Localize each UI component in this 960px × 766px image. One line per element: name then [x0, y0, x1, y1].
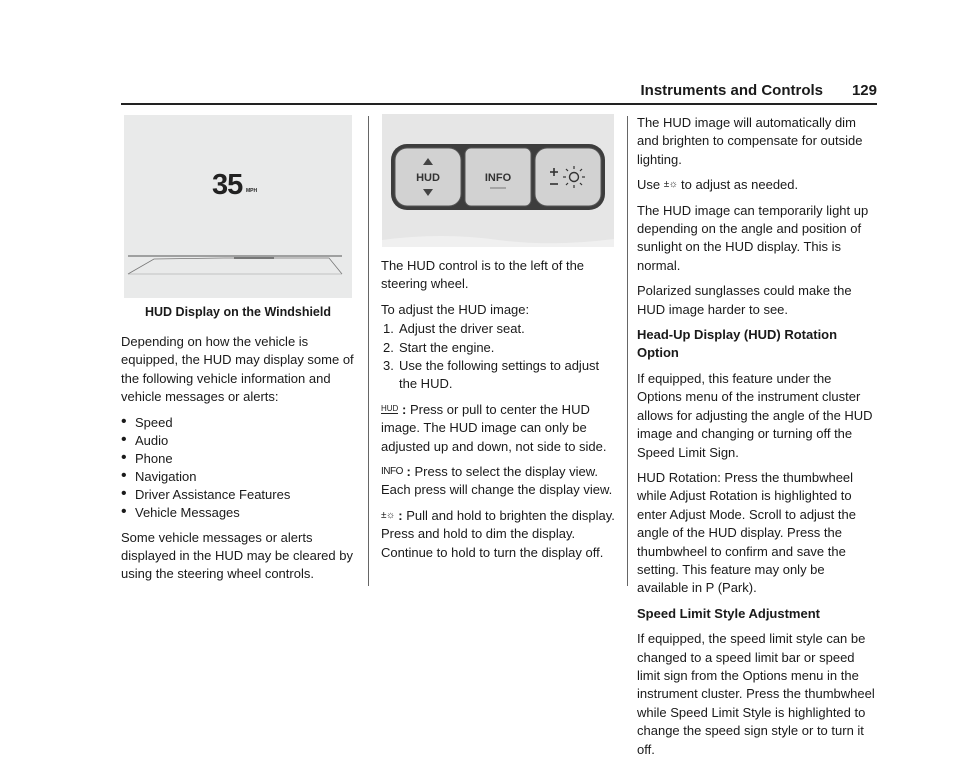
list-item: • Vehicle Messages — [121, 504, 357, 522]
adjust-intro: To adjust the HUD image: — [381, 301, 530, 317]
hud-button-label: HUD — [416, 172, 440, 184]
adjust-steps — [381, 320, 617, 394]
figure-caption: HUD Display on the Windshield — [144, 305, 331, 319]
brightness-icon: ±☼ — [381, 509, 395, 521]
list-item: 3. Use the following settings to adjust the HUD. — [383, 358, 600, 392]
list-item: • Audio — [121, 432, 357, 450]
speed-limit-paragraph: If equipped, the speed limit style can be changed to a speed limit bar or speed limit sign from the Options menu in the instrument cluster. Press the thumbwheel while Speed Limit Style is highlighted to change the speed sign style or to turn it off. — [637, 631, 875, 757]
list-item: 2. Start the engine. — [383, 339, 495, 355]
section-title: Instruments and Controls — [640, 82, 823, 99]
rotation-paragraph: If equipped, this feature under the Options menu of the instrument cluster allows for adjusting the angle of the HUD image and changing or turning off the Speed Limit Sign. — [637, 370, 873, 460]
list-item: • Speed — [121, 414, 357, 432]
list-item: 1. Adjust the driver seat. — [383, 321, 525, 337]
hud-control-illustration — [382, 114, 614, 247]
closing-paragraph: Some vehicle messages or alerts displayed in the HUD may be cleared by using the steering wheel controls. — [121, 529, 353, 582]
rotation-heading: Head-Up Display (HUD) Rotation Option — [637, 327, 838, 361]
adjust-brightness-paragraph: Use ±☼ to adjust as needed. — [637, 177, 799, 193]
windshield-lines — [124, 115, 352, 298]
hud-windshield-illustration — [124, 115, 352, 298]
hud-speed-value: 35 — [212, 169, 243, 201]
page-number: 129 — [851, 82, 877, 99]
hud-info-list — [121, 414, 357, 522]
page-header — [121, 80, 877, 102]
column-divider-1 — [368, 116, 369, 586]
column-divider-2 — [627, 116, 628, 586]
list-item: • Driver Assistance Features — [121, 486, 357, 504]
list-item: • Navigation — [121, 468, 357, 486]
info-icon: INFO — [381, 466, 403, 478]
hud-icon: HUD — [381, 403, 399, 413]
column-3-text — [637, 114, 877, 766]
auto-dim-paragraph: The HUD image will automatically dim and brighten to compensate for outside lighting. — [637, 115, 863, 167]
column-2-text — [381, 257, 617, 569]
hud-rotation-paragraph: HUD Rotation: Press the thumbwheel while Adjust Rotation is highlighted to enter Adjust Mode. Scroll to adjust the angle of the HUD display. Press the thumbwheel to confirm and save the setting. This feature may only be available in P (Park). — [637, 469, 856, 596]
header-rule — [121, 103, 877, 105]
column-1-text — [121, 333, 357, 591]
control-location-paragraph: The HUD control is to the left of the steering wheel. — [381, 258, 585, 292]
brightness-icon: ±☼ — [663, 179, 678, 191]
list-item: • Phone — [121, 450, 357, 468]
info-control-description: INFO : Press to select the display view. Each press will change the display view. — [381, 464, 613, 498]
brightness-control-description: ±☼ : Pull and hold to brighten the display. Press and hold to dim the display. Continue to hold to turn the display off. — [381, 507, 615, 560]
sunlight-paragraph: The HUD image can temporarily light up depending on the angle and position of sunlight on the HUD display. This is normal. — [637, 202, 869, 273]
sunglasses-paragraph: Polarized sunglasses could make the HUD image harder to see. — [637, 283, 852, 317]
info-button-label: INFO — [484, 172, 512, 184]
hud-control-description: HUD : Press or pull to center the HUD image. The HUD image can only be adjusted up and down, not side to side. — [381, 401, 607, 454]
speed-limit-heading: Speed Limit Style Adjustment — [637, 605, 820, 621]
intro-paragraph: Depending on how the vehicle is equipped, the HUD may display some of the following vehicle information and vehicle messages or alerts: — [121, 334, 354, 405]
hud-speed-unit: MPH — [246, 188, 258, 194]
